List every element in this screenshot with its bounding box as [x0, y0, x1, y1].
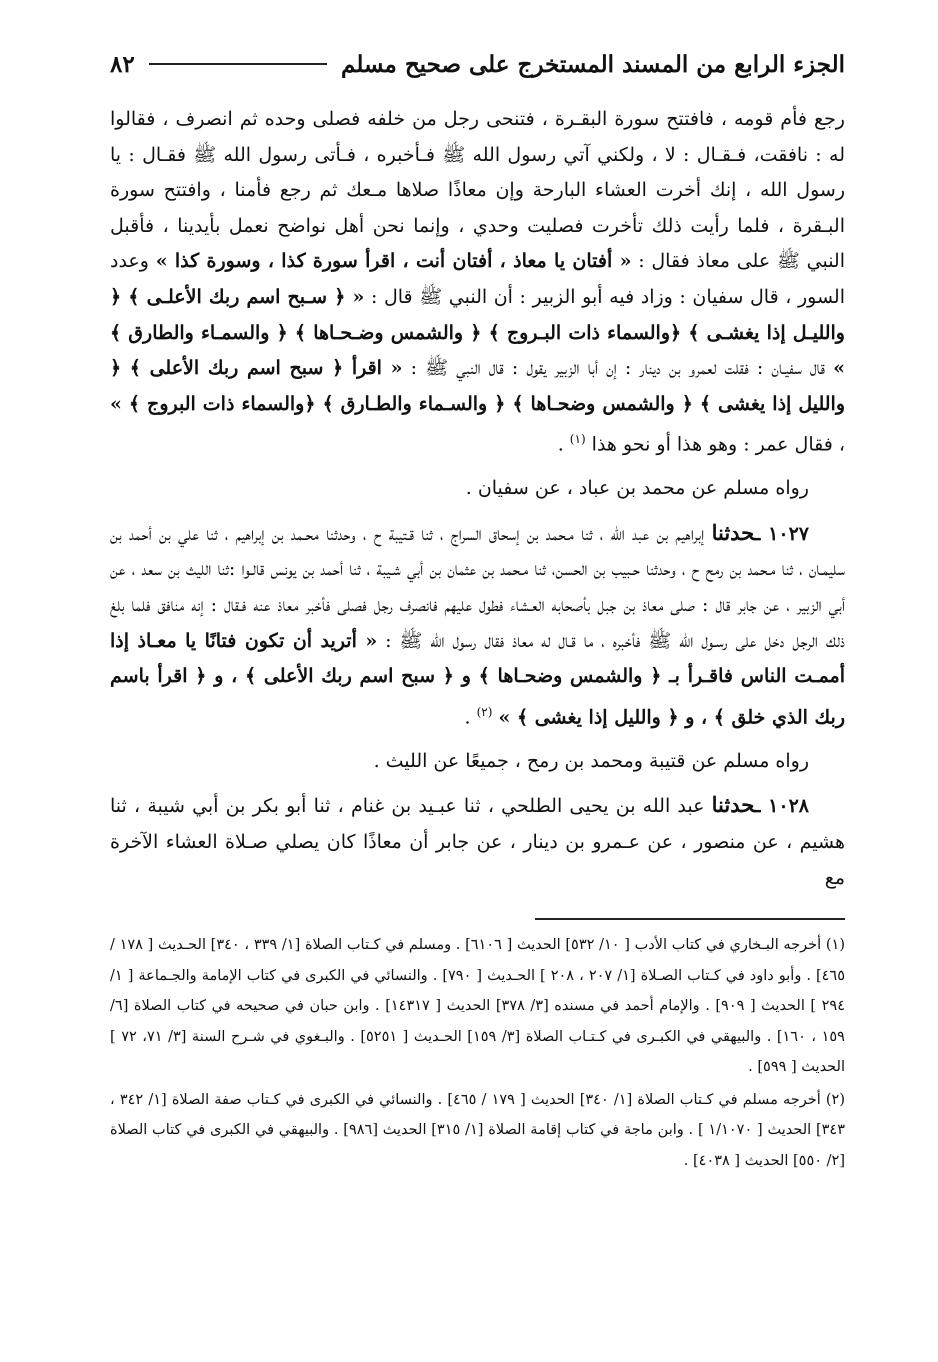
prophet-quote: « أفتان يا معاذ ، أفتان أنت ، اقرأ سورة كذا ، وسورة كذا »: [155, 250, 632, 273]
punctuation: .: [557, 433, 564, 456]
riwaya-line: رواه مسلم عن محمد بن عباد ، عن سفيان .: [465, 477, 809, 500]
surah-list-quote: « ﴿ سـبح اسم ربك الأعلـى ﴾ ﴿ والليـل إذا يغشـى ﴾ ﴿والسماء ذات البـروج ﴾ ﴿ والشمس وضـحـاها ﴾ ﴿ والسمـاء والطارق ﴾ »: [110, 285, 845, 380]
header-title: الجزء الرابع من المسند المستخرج على صحيح مسلم: [341, 50, 845, 78]
punctuation: .: [464, 706, 471, 729]
page-number: ٨٢: [110, 50, 135, 78]
running-header: [110, 44, 845, 84]
main-text: [110, 102, 845, 896]
narration-text: رجع فأم قومه ، فافتتح سورة البقـرة ، فتنحى رجل من خلفه فصلى وحده ثم انصرف ، فقالوا له : نافقت، فـقـال : لا ، ولكني آتي رسول الله ﷺ فـأخبره ، فـأتى رسول الله ﷺ فقـال : يا رسول الله ، إنك أخرت العشاء البارحة وإن معاذًا صلاها مـعك ثم رجع فأمنا ، وافتتح سورة البـقرة ، فلما رأيت ذلك تأخرت فصليت وحدي ، وإنما نحن أهل نواضح نعمل بأيدينا ، فأقبل النبي ﷺ على معاذ فقال :: [110, 108, 845, 273]
haddathana-keyword: حدثنا: [711, 792, 755, 818]
prophet-quote: « أتريد أن تكون فتانًا يا معـاذ إذا أممـت الناس فاقـرأ بـ ﴿ والشمس وضحـاها ﴾ و ﴿ سبح اسم ربك الأعلى ﴾ ، و ﴿ اقرأ باسم ربك الذي خلق ﴾ ، و ﴿ والليل إذا يغشى ﴾ »: [110, 629, 845, 729]
isnad-text: عبد الله بن يحيى الطلحي ، ثنا عبـيد بن غنام ، ثنا أبو بكر بن أبي شيبة ، ثنا هشيم ، عن منصور ، عن عـمرو بن دينار ، عن جابر أن معاذًا كان يصلي صـلاة العشاء الآخرة مع: [110, 795, 845, 889]
footnote-divider: [535, 918, 845, 920]
hadith-number: ١٠٢٨ ـ: [754, 795, 809, 818]
isnad-text: إبراهيم بن عبد الله ، ثنا مـحمد بن إسحاق السراج ، ثنا قـتيبة ح ، وحدثنا محـمد بن إبراهيم ، ثنا علي بن أحمد بن سليمـان ، ثنا مـحمد بن رمح ح ، وحدثنا حـبيب بن الحسن، ثنا مـحمد بن عثمان بن أبي شـيبة ، ثنا أحمد بن يونس قالـوا :ثنا الليث بن سعد ، عن أبي الزبير ، عن جابر قال : صلى معاذ بن جبل بأصحابه العـشاء فطول عليهم فانصرف رجل فصلى فأخبر معاذ عنه فـقال : إنه منافق فلما بلغ ذلك الرجل دخل على رسـول الله ﷺ فأخبره ، ما قـال له معاذ فقال رسول الله ﷺ :: [110, 522, 845, 652]
footnote-ref-1[interactable]: (١): [569, 432, 586, 447]
hadith-number: ١٠٢٧ ـ: [754, 522, 809, 545]
footnote-ref-2[interactable]: (٢): [476, 704, 493, 719]
hadith-1027: [110, 515, 845, 736]
paragraph-hadith-continuation: [110, 102, 845, 463]
footnote-2: (٢) أخرجه مسلم في كـتاب الصلاة [١/ ٣٤٠] الحديث [ ١٧٩ / ٤٦٥] . والنسائي في الكبرى في كـتاب صفة الصلاة [١/ ٣٤٢ ، ٣٤٣] الحديث [ ١/١٠٧٠ ] . وابن ماجة في كتاب إقامة الصلاة [١/ ٣١٥] الحديث [٩٨٦] . والبيهقي في الكبرى في كتاب الصلاة [٢/ ٥٥٠] الحديث [ ٤٠٣٨] .: [110, 1091, 846, 1169]
narration-text: قال سفيـان : فقلت لعمرو بن دينار : إن أبا الزبير يقول : قال النبي ﷺ :: [410, 357, 826, 380]
riwaya-line: رواه مسلم عن قتيبة ومحمد بن رمح ، جميعًا عن الليث .: [373, 749, 809, 772]
hadith-1028: [110, 787, 845, 896]
surah-list-quote: « اقرأ ﴿ سبح اسم ربك الأعلى ﴾ ﴿ والليل إذا يغشى ﴾ ﴿ والشمس وضحـاها ﴾ ﴿ والسـماء والطـارق ﴾ ﴿والسماء ذات البروج ﴾ »: [110, 357, 845, 415]
narration-text: وعدد السور ، قال سفيان : وزاد فيه أبو الزبير : أن النبي ﷺ قال :: [110, 250, 845, 308]
haddathana-keyword: حدثنا: [711, 519, 755, 545]
header-rule: [149, 63, 327, 65]
narration-text: ، فقال عمر : وهو هذا أو نحو هذا: [591, 433, 845, 456]
footnote-1: (١) أخرجه البـخاري في كتاب الأدب [ ١٠/ ٥٣٢] الحديث [ ٦١٠٦] . ومسلم في كـتاب الصلاة [١/ ٣٣٩ ، ٣٤٠] الحـديث [ ١٧٨ / ٤٦٥] . وأبو داود في كـتاب الصـلاة [١/ ٢٠٧ ، ٢٠٨ ] الحـديث [ ٧٩٠] . والنسائي في الكبرى في كتاب الإمامة والجـماعة [ ١/ ٢٩٤ ] الحديث [ ٩٠٩] . والإمام أحمد في مسنده [٣/ ٣٧٨] الحديث [ ١٤٣١٧] . وابن حبان في صحيحه في كتاب الصلاة [٦/ ١٥٩ ، ١٦٠] . والبيهقي في الكبـرى في كـتـاب الصلاة [٣/ ١٥٩] الحـديث [ ٥٢٥١] . والبـغوي في شـرح السنة [٣/ ٧١، ٧٢ ] الحديث [ ٥٩٩] .: [110, 937, 846, 1076]
footnotes: [110, 930, 845, 1176]
